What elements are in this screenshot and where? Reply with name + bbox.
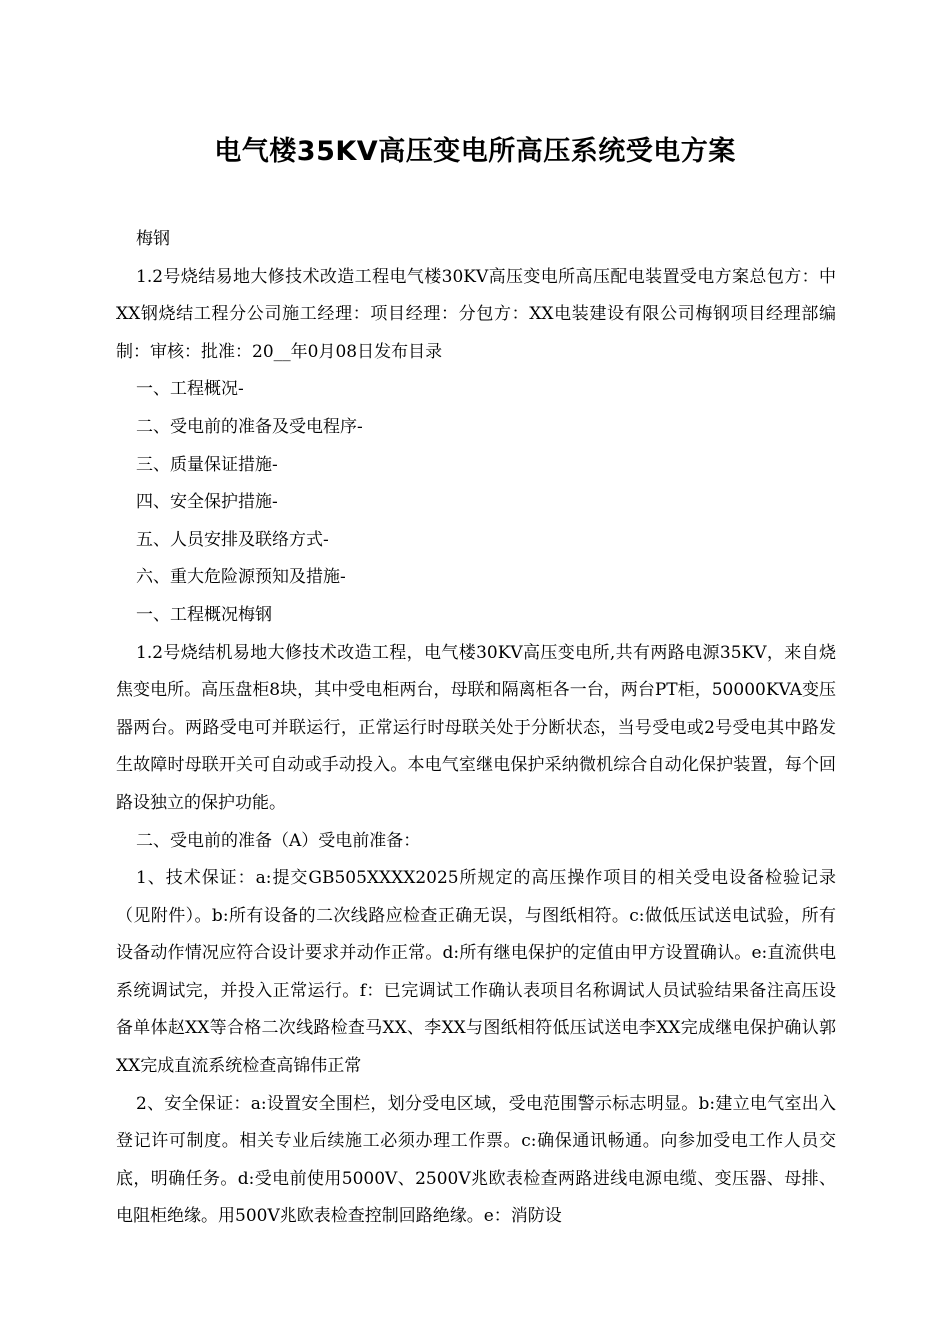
toc-item-4: 四、安全保护措施-: [136, 492, 278, 513]
safety-assurance-paragraph: 2、安全保证：a:设置安全围栏，划分受电区域，受电范围警示标志明显。b:建立电气室出入登记许可制度。相关专业后续施工必须办理工作票。c:确保通讯畅通。向参加受电工作人员交底，明确任务。d:受电前使用5000V、2500V兆欧表检查两路进线电源电缆、变压器、母排、电阻柜绝缘。用500V兆欧表检查控制回路绝缘。e：消防设: [116, 1093, 836, 1227]
technical-assurance-paragraph: 1、技术保证：a:提交GB505XXXX2025所规定的高压操作项目的相关受电设备检验记录（见附件）。b:所有设备的二次线路应检查正确无误，与图纸相符。c:做低压试送电试验，所有设备动作情况应符合设计要求并动作正常。d:所有继电保护的定值由甲方设置确认。e:直流供电系统调试完，并投入正常运行。f：已完调试工作确认表项目名称调试人员试验结果备注高压设备单体赵XX等合格二次线路检查马XX、李XX与图纸相符低压试送电李XX完成继电保护确认郭XX完成直流系统检查高锦伟正常: [116, 868, 836, 1077]
document-title: 电气楼35KV高压变电所高压系统受电方案: [214, 136, 736, 167]
toc-item-6: 六、重大危险源预知及措施-: [136, 567, 346, 588]
overview-paragraph: 1.2号烧结机易地大修技术改造工程，电气楼30KV高压变电所,共有两路电源35KV，来自烧焦变电所。高压盘柜8块，其中受电柜两台，母联和隔离柜各一台，两台PT柜，50000KVA变压器两台。两路受电可并联运行，正常运行时母联关处于分断状态，当号受电或2号受电其中路发生故障时母联开关可自动或手动投入。本电气室继电保护采纳微机综合自动化保护装置，每个回路设独立的保护功能。: [116, 642, 836, 813]
toc-item-3: 三、质量保证措施-: [136, 454, 278, 475]
toc-item-2: 二、受电前的准备及受电程序-: [136, 416, 363, 437]
document-body: [116, 221, 836, 1236]
toc-item-1: 一、工程概况-: [136, 379, 244, 400]
section-heading-overview: 一、工程概况梅钢: [136, 604, 272, 625]
section-heading-preparation: 二、受电前的准备（A）受电前准备：: [136, 830, 421, 851]
toc-item-5: 五、人员安排及联络方式-: [136, 529, 329, 550]
author-line: 梅钢: [136, 229, 170, 249]
cover-info-paragraph: 1.2号烧结易地大修技术改造工程电气楼30KV高压变电所高压配电装置受电方案总包方：中XX钢烧结工程分公司施工经理：项目经理：分包方：XX电装建设有限公司梅钢项目经理部编制：审核：批准：20__年0月08日发布目录: [116, 266, 836, 362]
